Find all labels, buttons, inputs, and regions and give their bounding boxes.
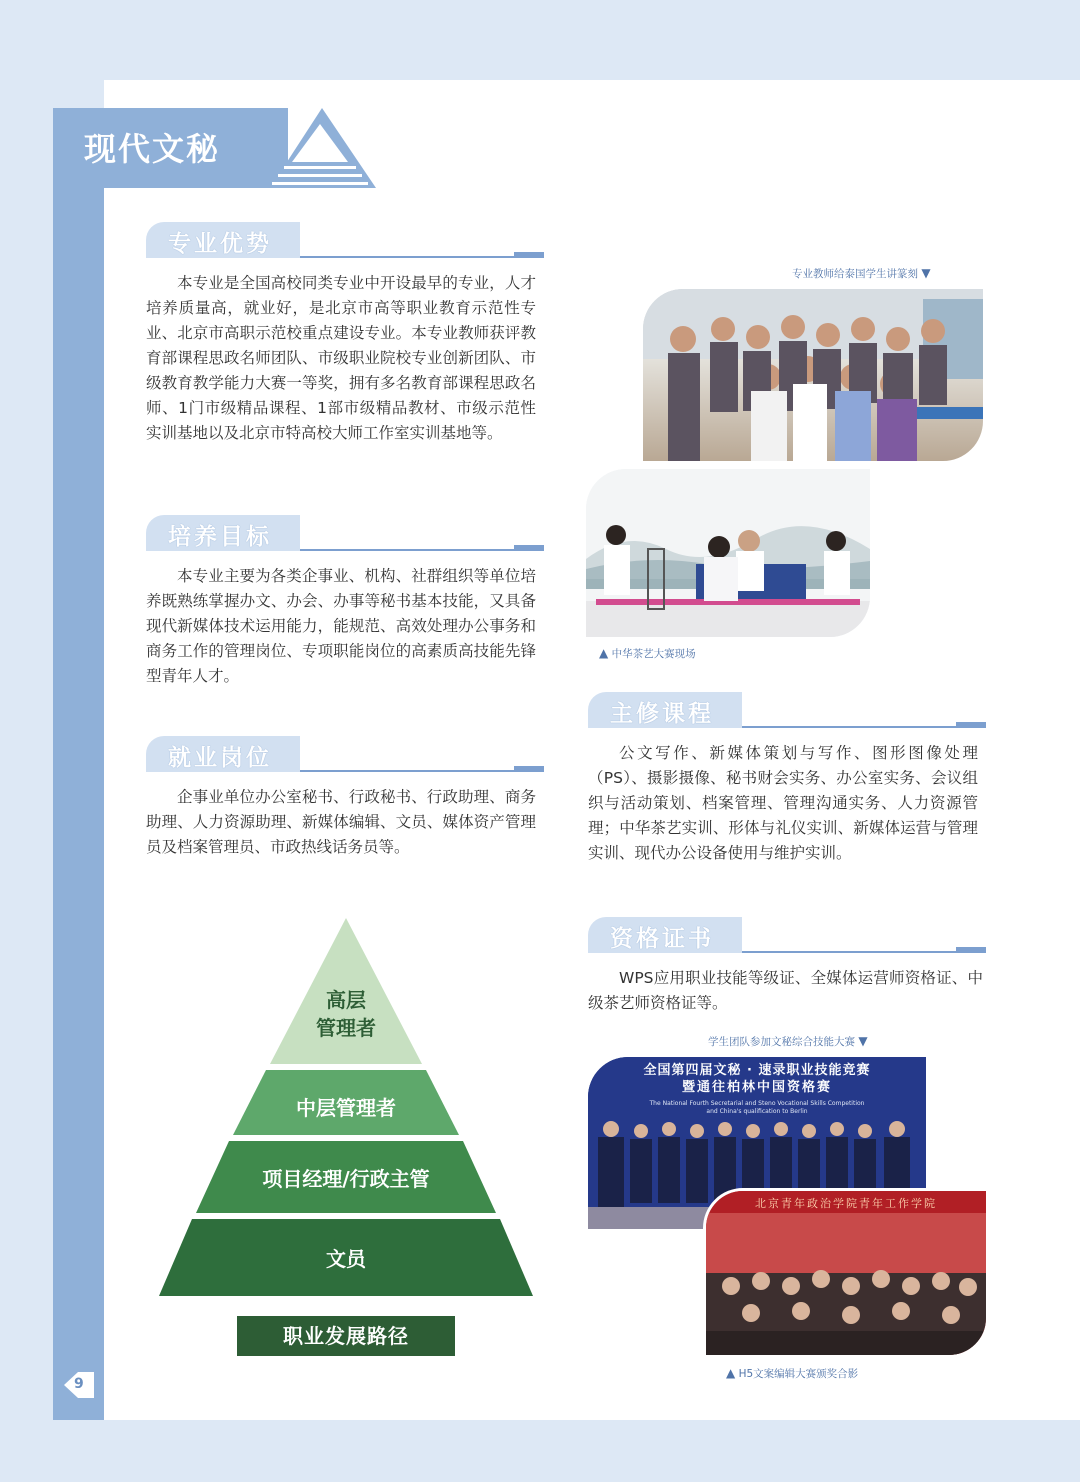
side-spine [53,108,104,1420]
caption-text: 专业教师给泰国学生讲篆刻 [792,268,918,280]
page-number: 9 [74,1376,84,1392]
section-heading: 资格证书 [610,926,714,952]
goal-paragraph [146,564,536,689]
caption-photo3: 学生团队参加文秘综合技能大赛 ▼ [708,1034,868,1048]
jobs-text: 企事业单位办公室秘书、行政秘书、行政助理、商务助理、人力资源助理、新媒体编辑、文员、媒体资产管理员及档案管理员、市政热线话务员等。 [146,788,536,856]
courses-paragraph [588,741,978,866]
section-header-goal [146,515,544,551]
section-header-advantage [146,222,544,258]
section-heading: 专业优势 [168,231,272,257]
caption-text: H5文案编辑大赛颁奖合影 [738,1368,859,1380]
banner-title: 全国第四届文秘 · 速录职业技能竞赛 [643,1063,871,1078]
pyramid-label-top: 高层 管理者 [316,988,376,1040]
section-heading: 就业岗位 [168,745,272,771]
college-banner: 北京青年政治学院青年工作学院 [755,1197,937,1210]
pyramid-label-project: 项目经理/行政主管 [262,1167,430,1191]
caption-text: 学生团队参加文秘综合技能大赛 [708,1036,855,1048]
career-path-label: 职业发展路径 [237,1316,455,1356]
certs-paragraph [588,966,983,1016]
section-header-courses [588,692,986,728]
pyramid-label-clerk: 文员 [326,1247,366,1271]
certs-text: WPS应用职业技能等级证、全媒体运营师资格证、中级茶艺师资格证等。 [588,969,983,1012]
caption-photo1: 专业教师给泰国学生讲篆刻 ▼ [792,266,931,280]
section-header-certs [588,917,986,953]
photo-teachers-thai-students [643,289,983,461]
photo-h5-award-group [703,1188,989,1358]
advantage-paragraph [146,271,536,446]
banner-subtitle: 暨通往柏林中国资格赛 [681,1080,832,1095]
goal-text: 本专业主要为各类企事业、机构、社群组织等单位培养既熟练掌握办文、办会、办事等秘书基本技能，又具备现代新媒体技术运用能力，能规范、高效处理办公事务和商务工作的管理岗位、专项职能岗位的高素质高技能先锋型青年人才。 [146,567,536,685]
caption-photo4: ▲ H5文案编辑大赛颁奖合影 [726,1366,859,1380]
courses-text: 公文写作、新媒体策划与写作、图形图像处理（PS）、摄影摄像、秘书财会实务、办公室实务、会议组织与活动策划、档案管理、管理沟通实务、人力资源管理；中华茶艺实训、形体与礼仪实训、新媒体运营与管理实训、现代办公设备使用与维护实训。 [588,744,978,862]
advantage-text: 本专业是全国高校同类专业中开设最早的专业，人才培养质量高，就业好，是北京市高等职业教育示范性专业、北京市高职示范校重点建设专业。本专业教师获评教育部课程思政名师团队、市级职业院校专业创新团队、市级教育教学能力大赛一等奖，拥有多名教育部课程思政名师、1门市级精品课程、1部市级精品教材、市级示范性实训基地以及北京市特高校大师工作室实训基地等。 [146,274,536,442]
photo-tea-art-contest [586,469,870,637]
page-number-badge [60,1370,94,1400]
pyramid-label-middle: 中层管理者 [296,1096,396,1120]
banner-english-2: and China's qualification to Berlin [706,1108,808,1115]
section-header-jobs [146,736,544,772]
caption-photo2: ▲ 中华茶艺大赛现场 [599,646,696,660]
caption-text: 中华茶艺大赛现场 [611,648,696,660]
banner-english-1: The National Fourth Secretarial and Steno Vocational Skills Competition [649,1100,865,1107]
triangle-icon [262,106,380,190]
section-heading: 主修课程 [610,701,714,727]
jobs-paragraph [146,785,536,860]
page-title: 现代文秘 [84,130,221,168]
section-heading: 培养目标 [168,524,272,550]
